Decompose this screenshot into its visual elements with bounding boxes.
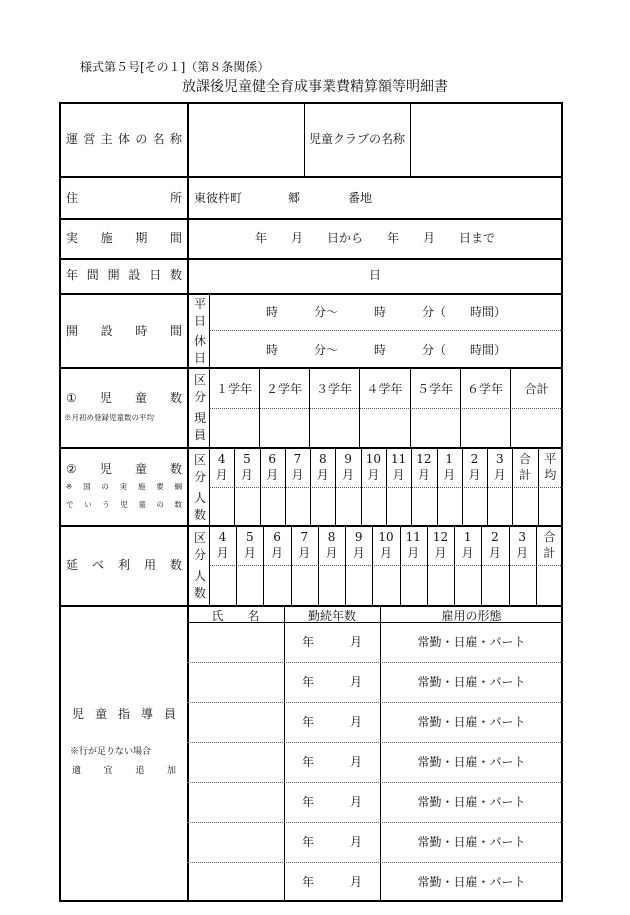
usage-header-9: 1月 <box>461 530 474 560</box>
month2-header-12: 合計 <box>519 452 532 482</box>
staff-years-3: 年 月 <box>301 755 362 769</box>
ninzu3-label: 人数 <box>193 569 206 600</box>
month2-header-6: 10月 <box>365 452 381 482</box>
staff-years-5: 年 月 <box>301 835 362 849</box>
month2-header-11: 3月 <box>493 452 506 482</box>
staff-years-6: 年 月 <box>301 875 362 889</box>
usage-header-0: 4月 <box>216 530 229 560</box>
kubun3-label: 区分 <box>193 531 206 562</box>
holiday-hours-value: 時 分～ 時 分（ 時間） <box>265 343 506 357</box>
cell-divider <box>209 367 210 447</box>
cell-divider <box>410 102 411 176</box>
grade-divider <box>410 367 411 447</box>
grade-divider <box>510 367 511 447</box>
address-label-start: 住 <box>66 191 79 205</box>
grade-header-4: ５学年 <box>416 382 453 396</box>
month2-header-4: 8月 <box>316 452 329 482</box>
address-town: 東彼杵町 <box>194 191 243 205</box>
grade-divider <box>259 367 260 447</box>
staff-years-1: 年 月 <box>301 675 362 689</box>
staff-row-divider <box>187 662 563 663</box>
children-count2-note2: で い う 児 童 の 数 <box>66 500 182 509</box>
staff-col-divider <box>284 605 285 902</box>
total-usage-label: 延 べ 利 用 数 <box>66 558 182 572</box>
annual-days-label: 年 間 開 設 日 数 <box>66 268 182 282</box>
staff-employment-0: 常勤・日雇・パート <box>417 635 526 649</box>
address-banchi: 番地 <box>348 191 373 205</box>
month2-header-0: 4月 <box>215 452 228 482</box>
usage-header-1: 5月 <box>243 530 256 560</box>
staff-employment-5: 常勤・日雇・パート <box>417 835 526 849</box>
usage-header-10: 2月 <box>488 530 501 560</box>
row-border <box>59 176 563 178</box>
staff-employment-1: 常勤・日雇・パート <box>417 675 526 689</box>
hours-divider <box>209 330 563 331</box>
usage-header-2: 6月 <box>271 530 284 560</box>
staff-years-0: 年 月 <box>301 635 362 649</box>
grade-divider <box>309 367 310 447</box>
staff-col-name: 氏 名 <box>211 609 260 623</box>
kubun-label: 区分 <box>193 373 206 404</box>
usage-header-7: 11月 <box>405 530 421 560</box>
staff-employment-4: 常勤・日雇・パート <box>417 795 526 809</box>
staff-note2: 適 宜 追 加 <box>72 766 176 776</box>
weekday-label: 平日 <box>193 297 206 328</box>
month2-header-5: 9月 <box>342 452 355 482</box>
children-count2-note1: ※ 国 の 実 施 要 綱 <box>66 482 182 491</box>
grade-divider <box>359 367 360 447</box>
grade-divider <box>460 367 461 447</box>
usage-header-11: 3月 <box>516 530 529 560</box>
address-go: 郷 <box>288 191 301 205</box>
staff-note1: ※行が足りない場合 <box>70 747 152 757</box>
weekday-hours-value: 時 分～ 時 分（ 時間） <box>265 305 506 319</box>
ninzu2-label: 人数 <box>193 491 206 522</box>
staff-employment-3: 常勤・日雇・パート <box>417 755 526 769</box>
staff-employment-2: 常勤・日雇・パート <box>417 715 526 729</box>
document-title: 放課後児童健全育成事業費精算額等明細書 <box>182 79 448 95</box>
usage-header-4: 8月 <box>325 530 338 560</box>
staff-years-2: 年 月 <box>301 715 362 729</box>
form-number: 様式第５号[その１]（第８条関係） <box>80 60 270 74</box>
staff-employment-6: 常勤・日雇・パート <box>417 875 526 889</box>
usage-header-3: 7月 <box>298 530 311 560</box>
grade-header-5: ６学年 <box>466 382 503 396</box>
period-value: 年 月 日から 年 月 日まで <box>254 231 495 245</box>
staff-col-years: 勤続年数 <box>307 609 356 623</box>
usage-header-12: 合計 <box>543 530 556 560</box>
address-label-end: 所 <box>170 191 183 205</box>
operator-name-label: 運 営 主 体 の 名 称 <box>66 132 182 146</box>
month2-header-7: 11月 <box>391 452 407 482</box>
row-border <box>59 258 563 260</box>
month2-header-2: 6月 <box>266 452 279 482</box>
month2-header-10: 2月 <box>468 452 481 482</box>
staff-row-divider <box>187 822 563 823</box>
annual-days-unit: 日 <box>368 268 381 282</box>
children-count-label: ① 児 童 数 <box>66 391 182 405</box>
staff-row-divider <box>187 742 563 743</box>
staff-row-divider <box>187 702 563 703</box>
row-border <box>59 525 563 527</box>
staff-row-divider <box>187 782 563 783</box>
grade-header-6: 合計 <box>524 382 549 396</box>
month2-header-13: 平均 <box>544 452 557 482</box>
row-border <box>59 605 563 607</box>
month2-header-3: 7月 <box>291 452 304 482</box>
grade-header-1: ２学年 <box>265 382 302 396</box>
month2-header-9: 1月 <box>443 452 456 482</box>
usage-header-5: 9月 <box>352 530 365 560</box>
holiday-label: 休日 <box>193 334 206 365</box>
staff-row-divider <box>187 862 563 863</box>
usage-header-6: 10月 <box>378 530 394 560</box>
staff-label: 児 童 指 導 員 <box>72 707 176 721</box>
club-name-label: 児童クラブの名称 <box>309 132 406 146</box>
cell-divider <box>304 102 305 176</box>
row-border <box>59 293 563 295</box>
grade-header-2: ３学年 <box>315 382 352 396</box>
genin-label: 現員 <box>193 411 206 442</box>
row-border <box>59 367 563 369</box>
grade-header-0: １学年 <box>215 382 252 396</box>
staff-col-divider <box>380 605 381 902</box>
period-label: 実 施 期 間 <box>66 231 182 245</box>
hours-label: 開 設 時 間 <box>66 324 182 338</box>
month2-header-1: 5月 <box>240 452 253 482</box>
row-border <box>59 218 563 220</box>
children-count-note: ※月初め登録児童数の平均 <box>64 413 154 422</box>
grade-header-3: ４学年 <box>366 382 403 396</box>
usage-divider <box>209 565 563 566</box>
staff-years-4: 年 月 <box>301 795 362 809</box>
usage-header-8: 12月 <box>432 530 449 560</box>
kubun2-label: 区分 <box>193 453 206 484</box>
staff-col-employment: 雇用の形態 <box>441 609 502 623</box>
children-count2-label: ② 児 童 数 <box>66 462 182 476</box>
month2-header-8: 12月 <box>416 452 432 482</box>
